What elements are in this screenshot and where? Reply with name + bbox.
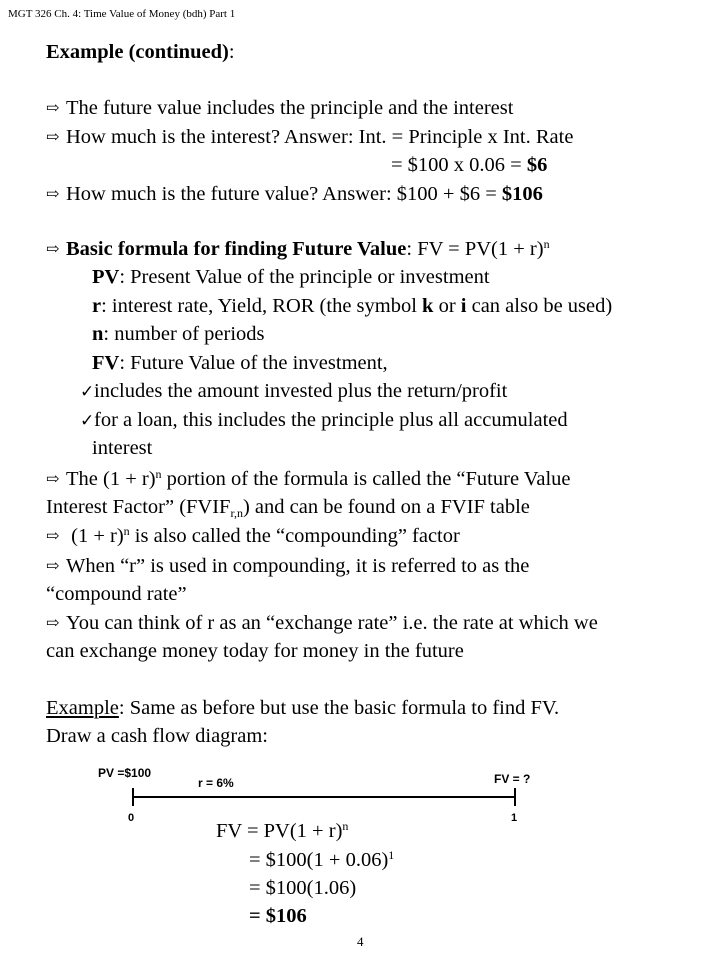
- para-fvif-cont: Interest Factor” $(FVIF_{r,n})$ and can be found on a FVIF table: [46, 496, 530, 520]
- def-fv: FV: Future Value of the investment,: [92, 352, 388, 374]
- diagram-rate-label: r = 6%: [198, 776, 234, 790]
- example-intro: Example: Same as before but use the basic formula to find FV.: [46, 697, 560, 719]
- diagram-period-0: 0: [128, 812, 135, 824]
- arrow-bullet-icon: ⇨: [46, 528, 60, 545]
- bullet-interest: ⇨ How much is the interest? Answer: Int. = Principle x Int. Rate: [46, 126, 574, 148]
- example-intro-cont: Draw a cash flow diagram:: [46, 725, 268, 747]
- para-fvif: ⇨ The $(1 + r)^n$ portion of the formula is called the “Future Value: [46, 467, 571, 490]
- para-exchange-rate: ⇨ You can think of r as an “exchange rate” i.e. the rate at which we: [46, 612, 598, 634]
- bullet-basic-formula: ⇨ Basic formula for finding Future Value: FV = $PV(1 + r)^n$: [46, 237, 550, 260]
- cash-flow-timeline: [120, 784, 530, 810]
- calc-result: = $106: [249, 905, 307, 927]
- para-exchange-rate-cont: can exchange money today for money in the future: [46, 640, 464, 662]
- page-number: 4: [357, 934, 364, 949]
- para-compound-rate: ⇨ When “r” is used in compounding, it is referred to as the: [46, 555, 530, 577]
- arrow-bullet-icon: ⇨: [46, 615, 60, 632]
- arrow-bullet-icon: ⇨: [46, 558, 60, 575]
- bullet-future-value-answer: ⇨ How much is the future value? Answer: $100 + $6 = $106: [46, 183, 543, 205]
- diagram-fv-label: FV = ?: [494, 772, 531, 786]
- def-fv-sub-2-cont: interest: [92, 437, 153, 459]
- diagram-period-1: 1: [511, 812, 518, 824]
- def-r: r: interest rate, Yield, ROR (the symbol k or i can also be used): [92, 295, 613, 317]
- arrow-bullet-icon: ⇨: [46, 241, 60, 258]
- diagram-pv-label: PV =$100: [98, 766, 152, 780]
- para-compounding-factor: ⇨ $(1 + r)^n$ is also called the “compounding” factor: [46, 524, 460, 547]
- bullet-future-value: ⇨ The future value includes the principle and the interest: [46, 97, 514, 119]
- def-n: n: number of periods: [92, 323, 265, 345]
- arrow-bullet-icon: ⇨: [46, 129, 60, 146]
- page-header: MGT 326 Ch. 4: Time Value of Money (bdh) Part 1: [8, 8, 236, 20]
- arrow-bullet-icon: ⇨: [46, 100, 60, 117]
- arrow-bullet-icon: ⇨: [46, 471, 60, 488]
- def-pv: PV: Present Value of the principle or investment: [92, 266, 490, 288]
- checkmark-bullet-icon: ✓: [80, 411, 95, 430]
- section-heading: Example (continued):: [46, 41, 235, 63]
- para-compound-rate-cont: “compound rate”: [46, 583, 187, 605]
- calc-line-2: = $100(1 + 0.06)$^1$: [249, 848, 395, 871]
- interest-calc: = $100 x 0.06 = $6: [391, 154, 548, 176]
- arrow-bullet-icon: ⇨: [46, 186, 60, 203]
- def-fv-sub-1: ✓includes the amount invested plus the return/profit: [80, 380, 508, 402]
- calc-line-3: = $100(1.06): [249, 877, 357, 899]
- checkmark-bullet-icon: ✓: [80, 382, 95, 401]
- def-fv-sub-2: ✓for a loan, this includes the principle plus all accumulated: [80, 409, 568, 431]
- calc-line-1: FV = $PV(1 + r)^n$: [216, 819, 349, 842]
